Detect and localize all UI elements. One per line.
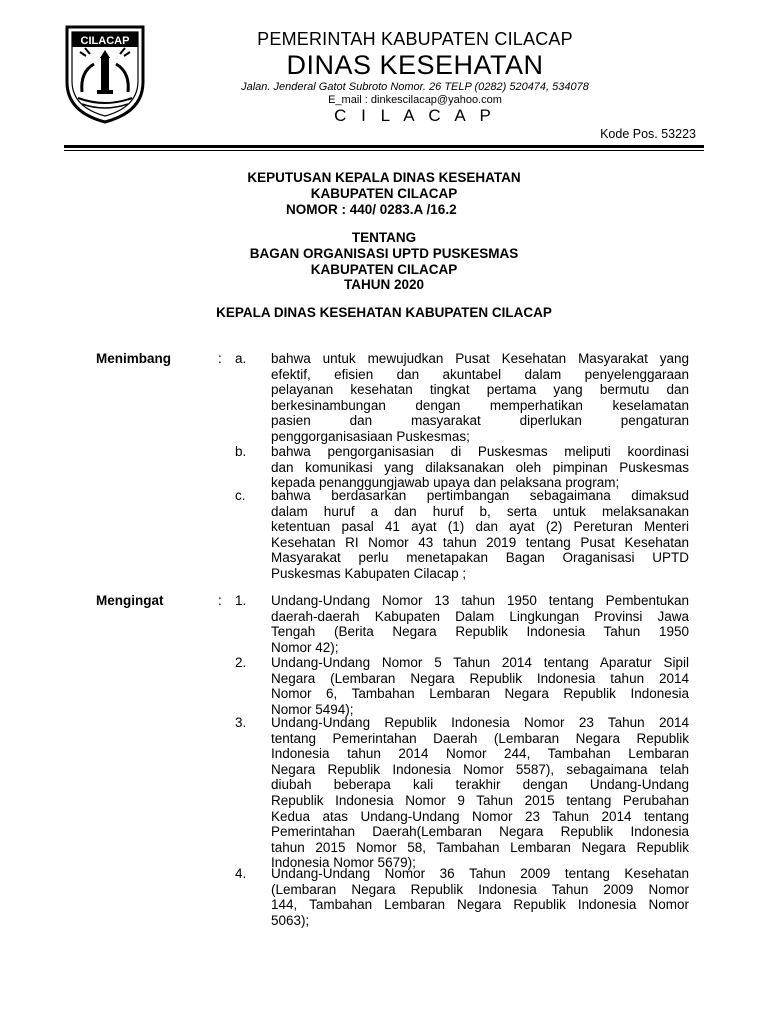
text-line: daerah-daerah Kabupaten Dalam Lingkungan Provinsi Jawa bbox=[271, 608, 689, 624]
agency-email: E_mail : dinkescilacap@yahoo.com bbox=[328, 94, 502, 106]
menimbang-colon: : bbox=[218, 351, 222, 366]
text-line: Republik Indonesia Nomor 9 Tahun 2015 tentang Perubahan bbox=[271, 792, 689, 808]
agency-name: DINAS KESEHATAN bbox=[286, 50, 544, 80]
menimbang-item-marker: b. bbox=[235, 444, 247, 459]
letterhead-thin-rule bbox=[64, 150, 704, 151]
decree-subject-line-1: BAGAN ORGANISASI UPTD PUSKESMAS bbox=[249, 246, 519, 261]
text-line: pelayanan kesehatan tingkat pertama yang bermutu dan bbox=[271, 382, 689, 398]
text-line: Nomor 6, Tambahan Lembaran Negara Republik Indonesia bbox=[271, 686, 689, 702]
decree-about: TENTANG bbox=[351, 230, 417, 245]
text-line: bahwa berdasarkan pertimbangan sebagaimana dimaksud bbox=[271, 488, 689, 503]
decree-subject-line-2: KABUPATEN CILACAP bbox=[310, 262, 458, 277]
government-name: PEMERINTAH KABUPATEN CILACAP bbox=[257, 29, 573, 49]
menimbang-item-marker: a. bbox=[235, 351, 247, 366]
text-line: Negara Republik Indonesia Nomor 5587), sebagaimana telah bbox=[271, 761, 689, 777]
decree-subject-line-3: TAHUN 2020 bbox=[343, 277, 425, 292]
decree-title-line-1: KEPUTUSAN KEPALA DINAS KESEHATAN bbox=[247, 170, 521, 185]
text-line: Nomor 42); bbox=[271, 639, 339, 655]
text-line: dan komunikasi yang dilaksanakan oleh pimpinan Puskesmas bbox=[271, 459, 689, 475]
mengingat-item-marker: 3. bbox=[235, 715, 247, 730]
text-line: dalam huruf a dan huruf b, serta untuk melaksanakan bbox=[271, 503, 689, 519]
text-line: Undang-Undang Republik Indonesia Nomor 23 Tahun 2014 bbox=[271, 715, 689, 730]
text-line: penggorganisasiaan Puskesmas; bbox=[271, 428, 470, 444]
text-line: Pemerintahan Daerah(Lembaran Negara Republik Indonesia bbox=[271, 824, 689, 840]
text-line: tahun 2015 Nomor 58, Tambahan Lembaran Negara Republik bbox=[271, 839, 689, 855]
text-line: Negara (Lembaran Negara Republik Indonesia tahun 2014 bbox=[271, 670, 689, 686]
text-line: tentang Pemerintahan Daerah (Lembaran Negara Republik bbox=[271, 730, 689, 746]
menimbang-item-marker: c. bbox=[235, 488, 246, 503]
text-line: 144, Tambahan Lembaran Negara Republik Indonesia Nomor bbox=[271, 897, 689, 913]
mengingat-item-text bbox=[271, 715, 689, 871]
mengingat-item-text bbox=[271, 593, 689, 655]
menimbang-item-text bbox=[271, 488, 689, 582]
text-line: Kesehatan RI Nomor 43 tahun 2019 tentang Pusat Kesehatan bbox=[271, 534, 689, 550]
mengingat-item-text bbox=[271, 866, 689, 928]
text-line: kepada penanggungjawab upaya dan pelaksana program; bbox=[271, 475, 620, 491]
text-line: Undang-Undang Nomor 36 Tahun 2009 tentang Kesehatan bbox=[271, 866, 689, 881]
text-line: bahwa pengorganisasian di Puskesmas meliputi koordinasi bbox=[271, 444, 689, 459]
text-line: Masyarakat perlu menetapakan Bagan Oraganisasi UPTD bbox=[271, 550, 689, 566]
text-line: bahwa untuk mewujudkan Pusat Kesehatan Masyarakat yang bbox=[271, 351, 689, 366]
menimbang-item-text bbox=[271, 351, 689, 445]
text-line: efektif, efisien dan akuntabel dalam penyelenggaraan bbox=[271, 366, 689, 382]
menimbang-label: Menimbang bbox=[96, 351, 172, 366]
text-line: Puskesmas Kabupaten Cilacap ; bbox=[271, 565, 467, 581]
text-line: ketentuan pasal 41 ayat (1) dan ayat (2) Pereturan Menteri bbox=[271, 519, 689, 535]
text-line: pasien dan masyarakat diperlukan pengaturan bbox=[271, 413, 689, 429]
mengingat-label: Mengingat bbox=[96, 593, 164, 608]
text-line: Indonesia Nomor 5679); bbox=[271, 855, 416, 871]
decree-number: NOMOR : 440/ 0283.A /16.2 bbox=[286, 202, 457, 217]
text-line: Undang-Undang Nomor 5 Tahun 2014 tentang Aparatur Sipil bbox=[271, 655, 689, 670]
text-line: 5063); bbox=[271, 912, 310, 928]
mengingat-item-text bbox=[271, 655, 689, 717]
text-line: berkesinambungan dengan memperhatikan keselamatan bbox=[271, 397, 689, 413]
agency-address: Jalan. Jenderal Gatot Subroto Nomor. 26 TELP (0282) 520474, 534078 bbox=[241, 81, 589, 93]
text-line: Undang-Undang Nomor 13 tahun 1950 tentang Pembentukan bbox=[271, 593, 689, 608]
decree-title-line-2: KABUPATEN CILACAP bbox=[310, 186, 458, 201]
logo-lettering: CILACAP bbox=[80, 35, 130, 47]
agency-city: C I L A C A P bbox=[334, 106, 496, 125]
mengingat-item-marker: 4. bbox=[235, 866, 247, 881]
postal-code: Kode Pos. 53223 bbox=[600, 127, 696, 141]
letterhead-thick-rule bbox=[64, 145, 704, 148]
menimbang-item-text bbox=[271, 444, 689, 491]
text-line: (Lembaran Negara Republik Indonesia Tahun 2009 Nomor bbox=[271, 881, 689, 897]
mengingat-item-marker: 1. bbox=[235, 593, 247, 608]
decree-issuer: KEPALA DINAS KESEHATAN KABUPATEN CILACAP bbox=[216, 305, 552, 320]
mengingat-item-marker: 2. bbox=[235, 655, 247, 670]
text-line: Nomor 5494); bbox=[271, 701, 354, 717]
text-line: Kedua atas Undang-Undang Nomor 23 Tahun 2014 tentang bbox=[271, 808, 689, 824]
mengingat-colon: : bbox=[218, 593, 222, 608]
cilacap-coat-of-arms-logo bbox=[64, 24, 146, 124]
text-line: Tengah (Berita Negara Republik Indonesia Tahun 1950 bbox=[271, 624, 689, 640]
text-line: Indonesia tahun 2014 Nomor 244, Tambahan Lembaran bbox=[271, 746, 689, 762]
text-line: diubah beberapa kali terakhir dengan Undang-Undang bbox=[271, 777, 689, 793]
